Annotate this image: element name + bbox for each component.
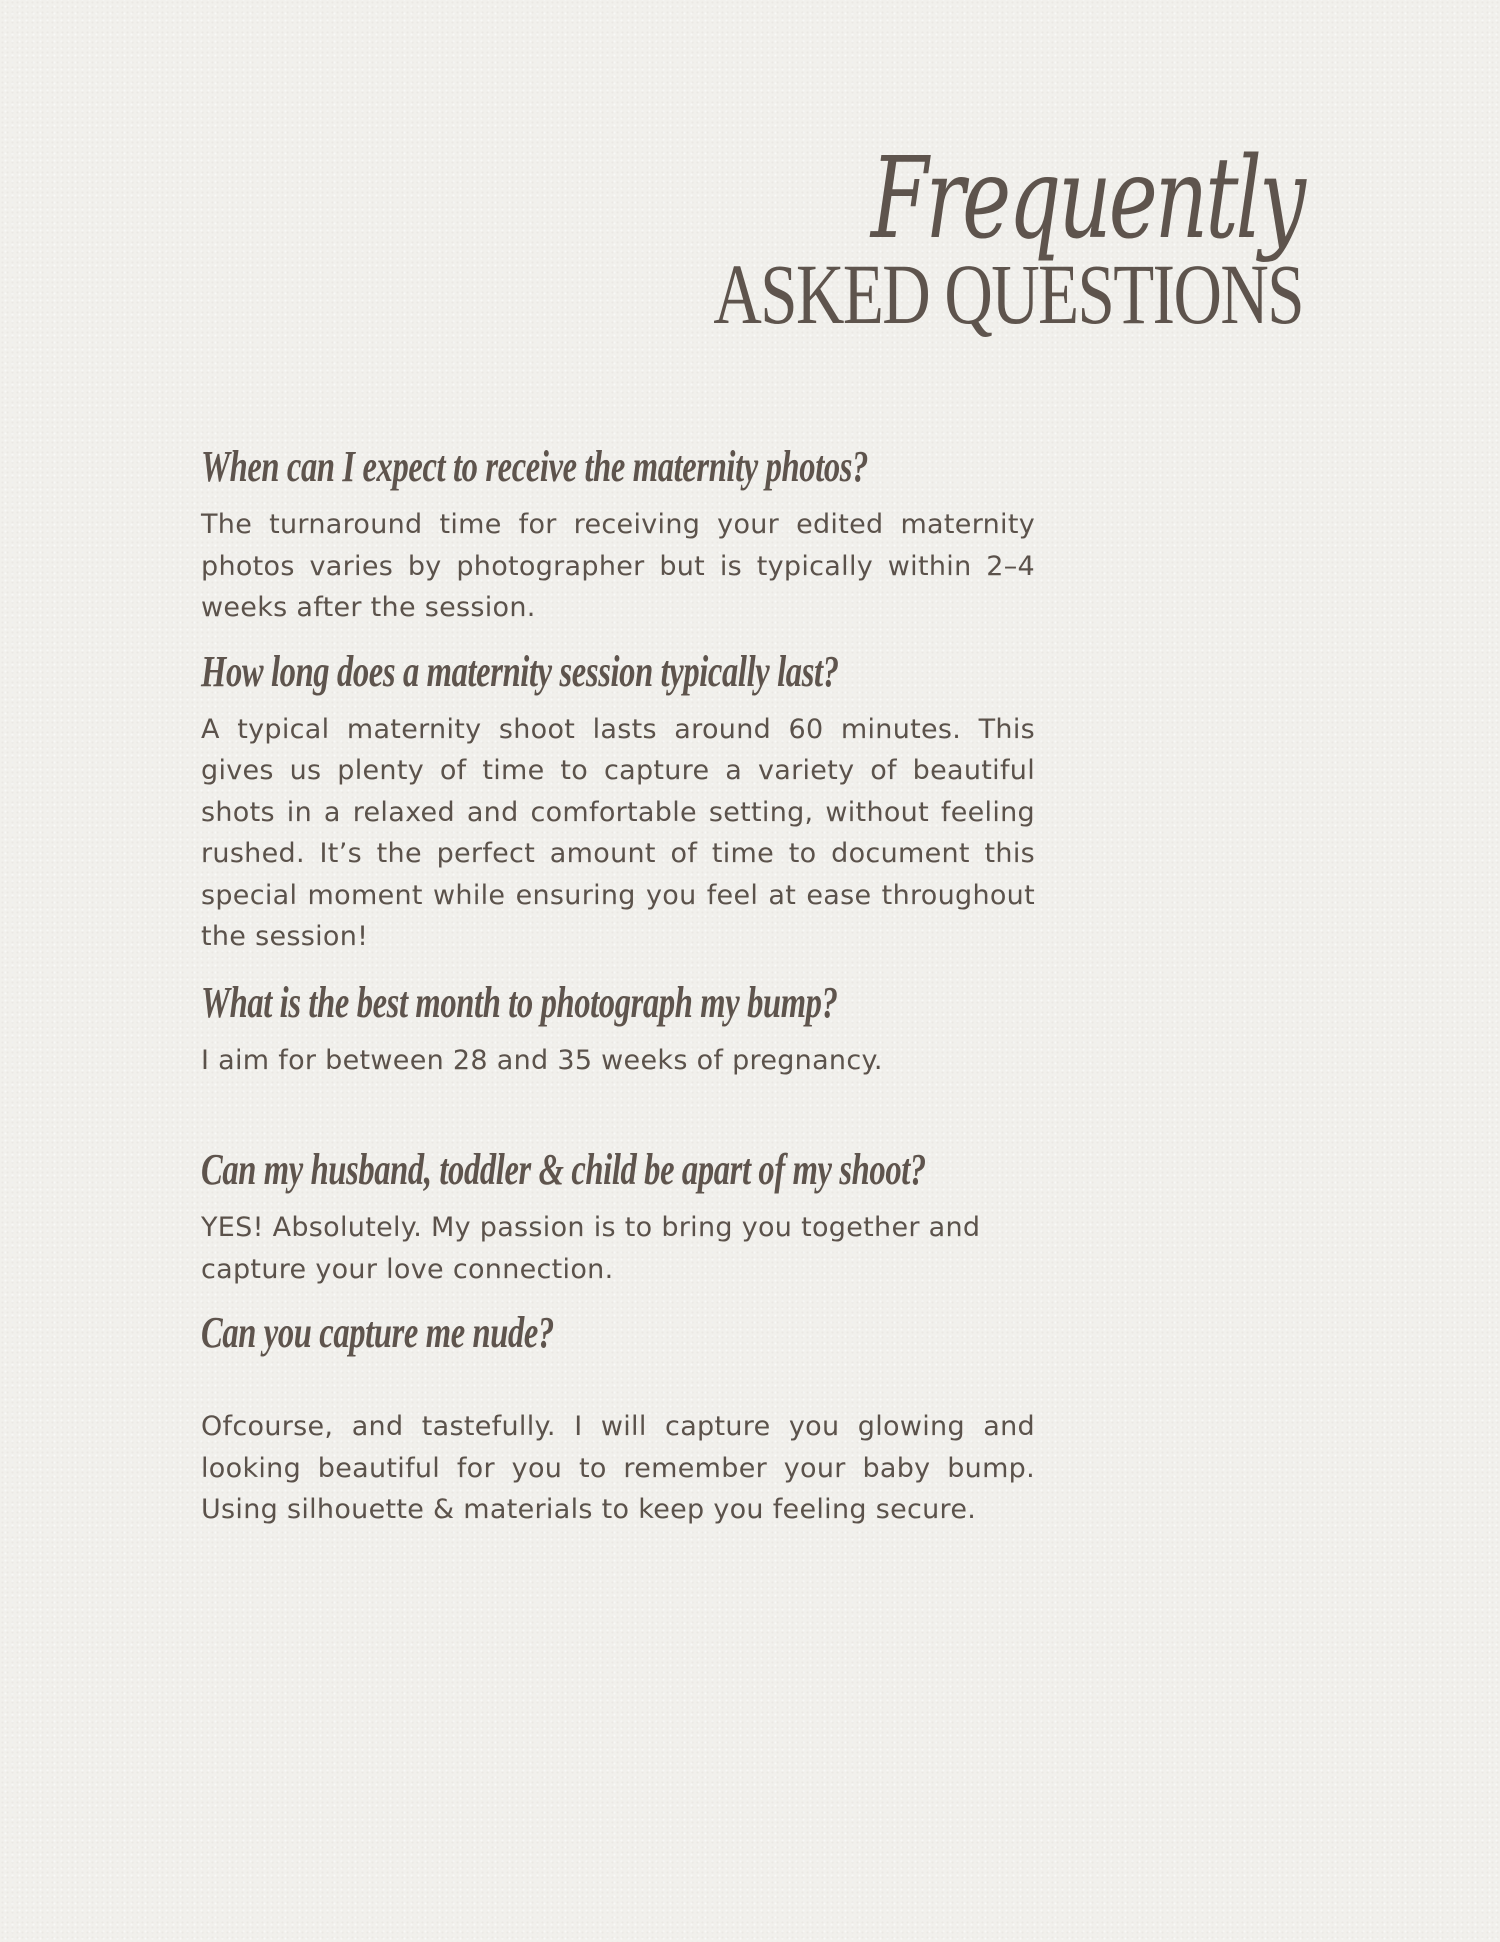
page-title [547, 134, 1303, 342]
title-caps-line: ASKED QUESTIONS [713, 246, 1303, 342]
faq-list [201, 438, 1035, 1531]
faq-answer: A typical maternity shoot lasts around 60 minutes. This gives us plenty of time to capture a variety of beautiful shots in a relaxed and comfortable setting, without feeling rushed. It’s the perfect amount of time to document this special moment while ensuring you feel at ease throughout the session! [201, 713, 1035, 952]
faq-item [201, 438, 1035, 629]
faq-item [201, 643, 1035, 958]
faq-question: Can my husband, toddler & child be apart of my shoot? [201, 1145, 926, 1194]
faq-item [201, 1304, 1035, 1531]
faq-question: What is the best month to photograph my bump? [201, 977, 838, 1027]
title-script-word: Frequently [870, 134, 1303, 264]
faq-item [201, 974, 1035, 1082]
faq-answer: Ofcourse, and tastefully. I will capture you glowing and looking beautiful for you to remember your baby bump. Using silhouette & materials to keep you feeling secure. [201, 1411, 1035, 1525]
faq-answer: I aim for between 28 and 35 weeks of pregnancy. [201, 1044, 883, 1076]
faq-question: Can you capture me nude? [201, 1308, 554, 1357]
faq-question: When can I expect to receive the maternity photos? [201, 442, 868, 491]
faq-answer: YES! Absolutely. My passion is to bring you together and capture your love connection. [201, 1212, 981, 1285]
faq-answer: The turnaround time for receiving your edited maternity photos varies by photographer but is typically within 2–4 weeks after the session. [201, 509, 1035, 623]
faq-item [201, 1141, 1035, 1290]
faq-question: How long does a maternity session typically last? [201, 646, 839, 696]
